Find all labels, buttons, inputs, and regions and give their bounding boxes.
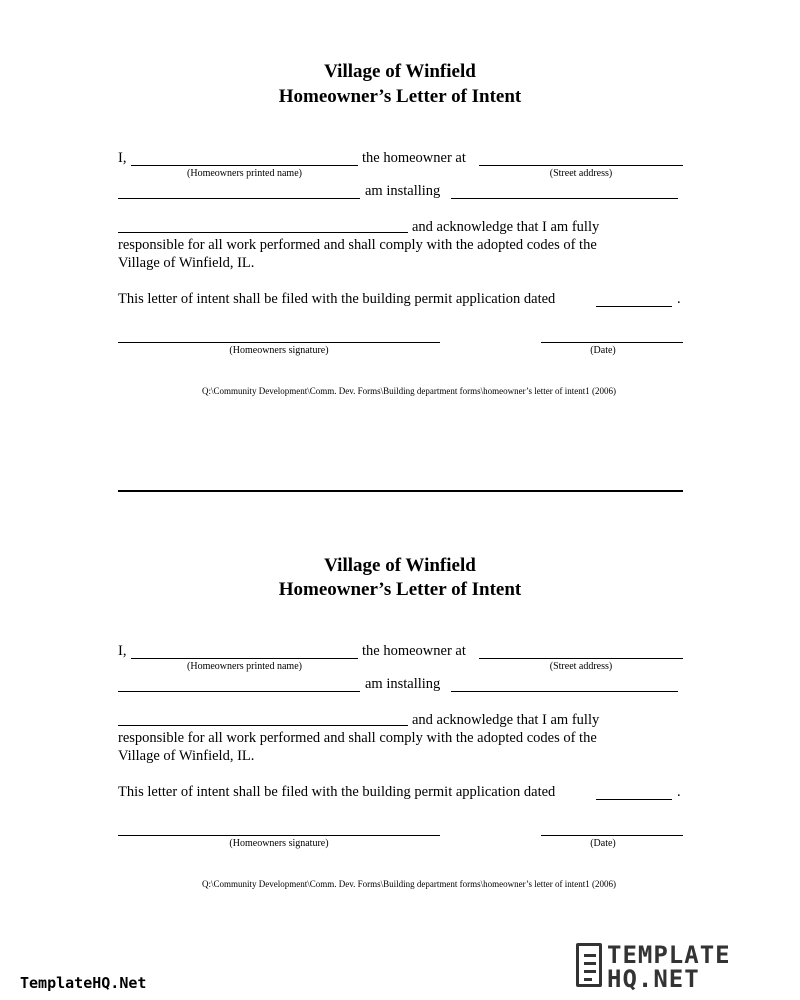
printed-name-label: (Homeowners printed name)	[187, 661, 302, 672]
acknowledge-text: and acknowledge that I am fully	[412, 712, 600, 728]
form-separator	[118, 490, 683, 492]
am-installing-text: am installing	[365, 676, 441, 692]
responsible-text: responsible for all work performed and shall comply with the adopted codes of the	[118, 237, 597, 253]
printed-name-line[interactable]	[131, 658, 358, 659]
am-installing-text: am installing	[365, 183, 441, 199]
period: .	[677, 291, 681, 307]
signature-label: (Homeowners signature)	[229, 838, 329, 849]
date-label: (Date)	[590, 838, 616, 849]
street-address-line[interactable]	[479, 658, 683, 659]
application-date-line[interactable]	[596, 306, 672, 307]
responsible-text: responsible for all work performed and shall comply with the adopted codes of the	[118, 730, 597, 746]
village-text: Village of Winfield, IL.	[118, 255, 255, 271]
watermark-logo-line2: HQ.NET	[607, 965, 700, 993]
address-continued-line[interactable]	[118, 691, 360, 692]
street-address-label: (Street address)	[549, 168, 613, 179]
i-prefix: I,	[118, 643, 127, 659]
date-label: (Date)	[590, 345, 616, 356]
installing-continued-line[interactable]	[118, 725, 408, 726]
date-line[interactable]	[541, 835, 683, 836]
village-text: Village of Winfield, IL.	[118, 748, 255, 764]
form-title-line1: Village of Winfield	[324, 61, 476, 82]
installing-line[interactable]	[451, 198, 678, 199]
printed-name-label: (Homeowners printed name)	[187, 168, 302, 179]
application-date-line[interactable]	[596, 799, 672, 800]
signature-label: (Homeowners signature)	[229, 345, 329, 356]
form-title-line2: Homeowner’s Letter of Intent	[278, 86, 522, 107]
signature-line[interactable]	[118, 835, 440, 836]
form-title-line2: Homeowner’s Letter of Intent	[278, 579, 522, 600]
street-address-label: (Street address)	[549, 661, 613, 672]
file-path: Q:\Community Development\Comm. Dev. Forms\Building department forms\homeowner’s letter of intent1 (2006)	[202, 386, 616, 396]
address-continued-line[interactable]	[118, 198, 360, 199]
homeowner-at-text: the homeowner at	[362, 643, 466, 659]
form-title-line1: Village of Winfield	[324, 555, 476, 576]
i-prefix: I,	[118, 150, 127, 166]
period: .	[677, 784, 681, 800]
printed-name-line[interactable]	[131, 165, 358, 166]
filed-text: This letter of intent shall be filed with the building permit application dated	[118, 784, 556, 800]
street-address-line[interactable]	[479, 165, 683, 166]
filed-text: This letter of intent shall be filed with the building permit application dated	[118, 291, 556, 307]
document-icon	[576, 943, 602, 987]
date-line[interactable]	[541, 342, 683, 343]
installing-continued-line[interactable]	[118, 232, 408, 233]
homeowner-at-text: the homeowner at	[362, 150, 466, 166]
installing-line[interactable]	[451, 691, 678, 692]
signature-line[interactable]	[118, 342, 440, 343]
acknowledge-text: and acknowledge that I am fully	[412, 219, 600, 235]
watermark-logo-line1: TEMPLATE	[607, 941, 731, 969]
file-path: Q:\Community Development\Comm. Dev. Forms\Building department forms\homeowner’s letter of intent1 (2006)	[202, 879, 616, 889]
watermark-left-text: TemplateHQ.Net	[20, 974, 147, 992]
